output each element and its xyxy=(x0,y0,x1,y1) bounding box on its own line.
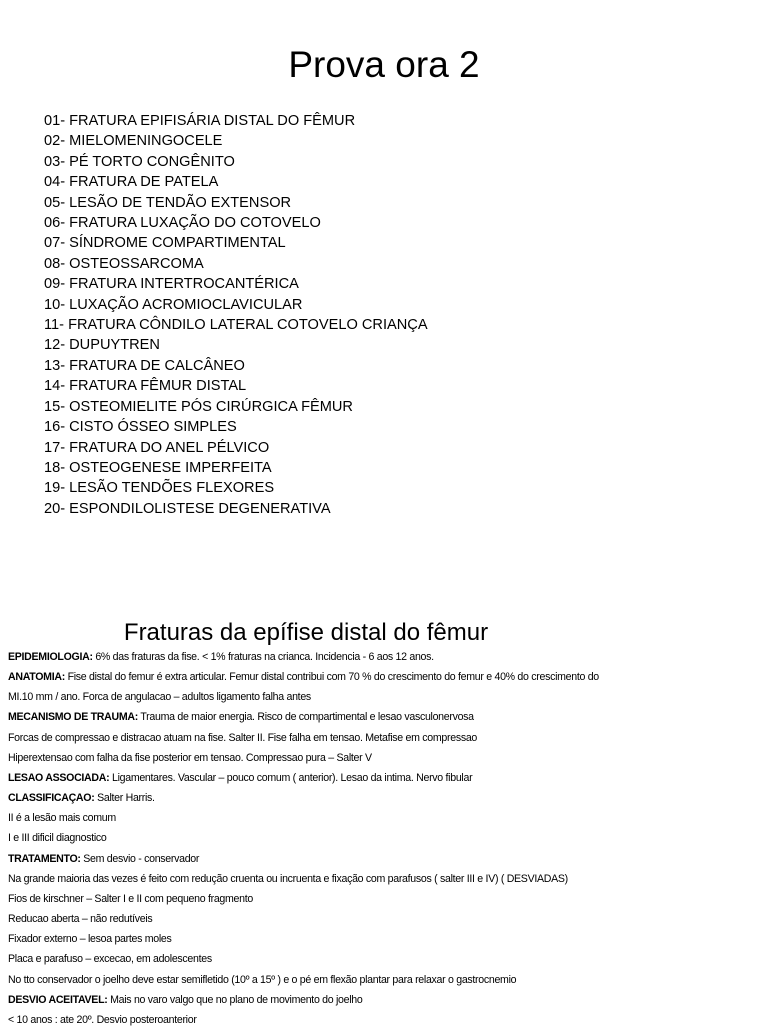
topic-item: 14- FRATURA FÊMUR DISTAL xyxy=(44,378,247,395)
topic-item: 16- CISTO ÓSSEO SIMPLES xyxy=(44,419,237,436)
note-line xyxy=(8,707,768,727)
topic-item: 18- OSTEOGENESE IMPERFEITA xyxy=(44,459,272,476)
note-text: MI.10 mm / ano. Forca de angulacao – adultos ligamento falha antes xyxy=(8,691,311,704)
note-text: I e III dificil diagnostico xyxy=(8,832,107,845)
topic-item: 04- FRATURA DE PATELA xyxy=(44,174,219,191)
note-line xyxy=(8,768,768,788)
note-text: Placa e parafuso – excecao, em adolescentes xyxy=(8,953,212,966)
note-line xyxy=(8,970,768,990)
topic-item: 02- MIELOMENINGOCELE xyxy=(44,133,223,150)
topic-item: 06- FRATURA LUXAÇÃO DO COTOVELO xyxy=(44,215,321,232)
note-line xyxy=(8,647,768,667)
note-line xyxy=(8,889,768,909)
topic-item: 09- FRATURA INTERTROCANTÉRICA xyxy=(44,276,299,293)
note-line xyxy=(8,788,768,808)
note-text: Sem desvio - conservador xyxy=(80,852,200,865)
note-line xyxy=(8,1010,768,1030)
note-text: Mais no varo valgo que no plano de movimento do joelho xyxy=(107,993,363,1006)
topic-item: 13- FRATURA DE CALCÂNEO xyxy=(44,357,245,374)
note-label: MECANISMO DE TRAUMA: xyxy=(8,711,138,724)
note-text: Reducao aberta – não redutíveis xyxy=(8,913,153,926)
note-text: Forcas de compressao e distracao atuam na fise. Salter II. Fise falha em tensao. Metafise em compressao xyxy=(8,731,477,744)
note-text: II é a lesão mais comum xyxy=(8,812,116,825)
topic-item: 08- OSTEOSSARCOMA xyxy=(44,255,204,272)
topic-item: 19- LESÃO TENDÕES FLEXORES xyxy=(44,480,275,497)
note-line xyxy=(8,869,768,889)
topic-item: 17- FRATURA DO ANEL PÉLVICO xyxy=(44,439,270,456)
topic-item: 07- SÍNDROME COMPARTIMENTAL xyxy=(44,235,286,252)
note-text: Fixador externo – lesoa partes moles xyxy=(8,933,172,946)
topic-item: 03- PÉ TORTO CONGÊNITO xyxy=(44,153,235,170)
topic-item: 01- FRATURA EPIFISÁRIA DISTAL DO FÊMUR xyxy=(44,113,356,129)
notes-block xyxy=(8,647,768,1030)
note-line xyxy=(8,728,768,748)
note-text: Salter Harris. xyxy=(94,792,155,805)
topic-item: 20- ESPONDILOLISTESE DEGENERATIVA xyxy=(44,500,331,517)
note-line xyxy=(8,929,768,949)
note-label: ANATOMIA: xyxy=(8,671,65,684)
note-line xyxy=(8,849,768,869)
topic-item: 10- LUXAÇÃO ACROMIOCLAVICULAR xyxy=(44,296,303,313)
note-label: LESAO ASSOCIADA: xyxy=(8,771,110,784)
note-text: Fios de kirschner – Salter I e II com pequeno fragmento xyxy=(8,892,253,905)
note-text: No tto conservador o joelho deve estar semifletido (10º a 15º ) e o pé em flexão plantar para relaxar o gastrocnemio xyxy=(8,973,517,986)
note-line xyxy=(8,808,768,828)
note-text: Fise distal do femur é extra articular. Femur distal contribui com 70 % do crescimento do femur e 40% do crescimento do xyxy=(64,671,599,684)
note-text: Trauma de maior energia. Risco de compartimental e lesao vasculonervosa xyxy=(137,711,474,724)
slide-title: Prova ora 2 xyxy=(288,43,480,85)
note-text: Hiperextensao com falha da fise posterior em tensao. Compressao pura – Salter V xyxy=(8,751,372,764)
note-label: DESVIO ACEITAVEL: xyxy=(8,993,108,1006)
note-text: Ligamentares. Vascular – pouco comum ( anterior). Lesao da intima. Nervo fibular xyxy=(109,771,473,784)
note-line xyxy=(8,949,768,969)
note-line xyxy=(8,828,768,848)
note-text: Na grande maioria das vezes é feito com redução cruenta ou incruenta e fixação com parafusos ( salter III e IV) ( DESVIADAS) xyxy=(8,872,568,885)
note-line xyxy=(8,687,768,707)
exam-topic-list xyxy=(44,111,428,519)
note-text: 6% das fraturas da fise. < 1% fraturas na crianca. Incidencia - 6 aos 12 anos. xyxy=(92,651,434,663)
note-text: < 10 anos : ate 20º. Desvio posteroanterior xyxy=(8,1013,197,1026)
note-label: EPIDEMIOLOGIA: xyxy=(8,651,93,663)
topic-item: 12- DUPUYTREN xyxy=(44,337,160,354)
topic-item: 05- LESÃO DE TENDÃO EXTENSOR xyxy=(44,194,292,211)
topic-item: 15- OSTEOMIELITE PÓS CIRÚRGICA FÊMUR xyxy=(44,398,353,415)
note-line xyxy=(8,990,768,1010)
topic-item: 11- FRATURA CÔNDILO LATERAL COTOVELO CRIANÇA xyxy=(44,317,428,334)
note-label: CLASSIFICAÇAO: xyxy=(8,792,95,805)
note-label: TRATAMENTO: xyxy=(8,852,81,865)
section-title: Fraturas da epífise distal do fêmur xyxy=(123,618,489,646)
note-line xyxy=(8,909,768,929)
note-line xyxy=(8,667,768,687)
note-line xyxy=(8,748,768,768)
